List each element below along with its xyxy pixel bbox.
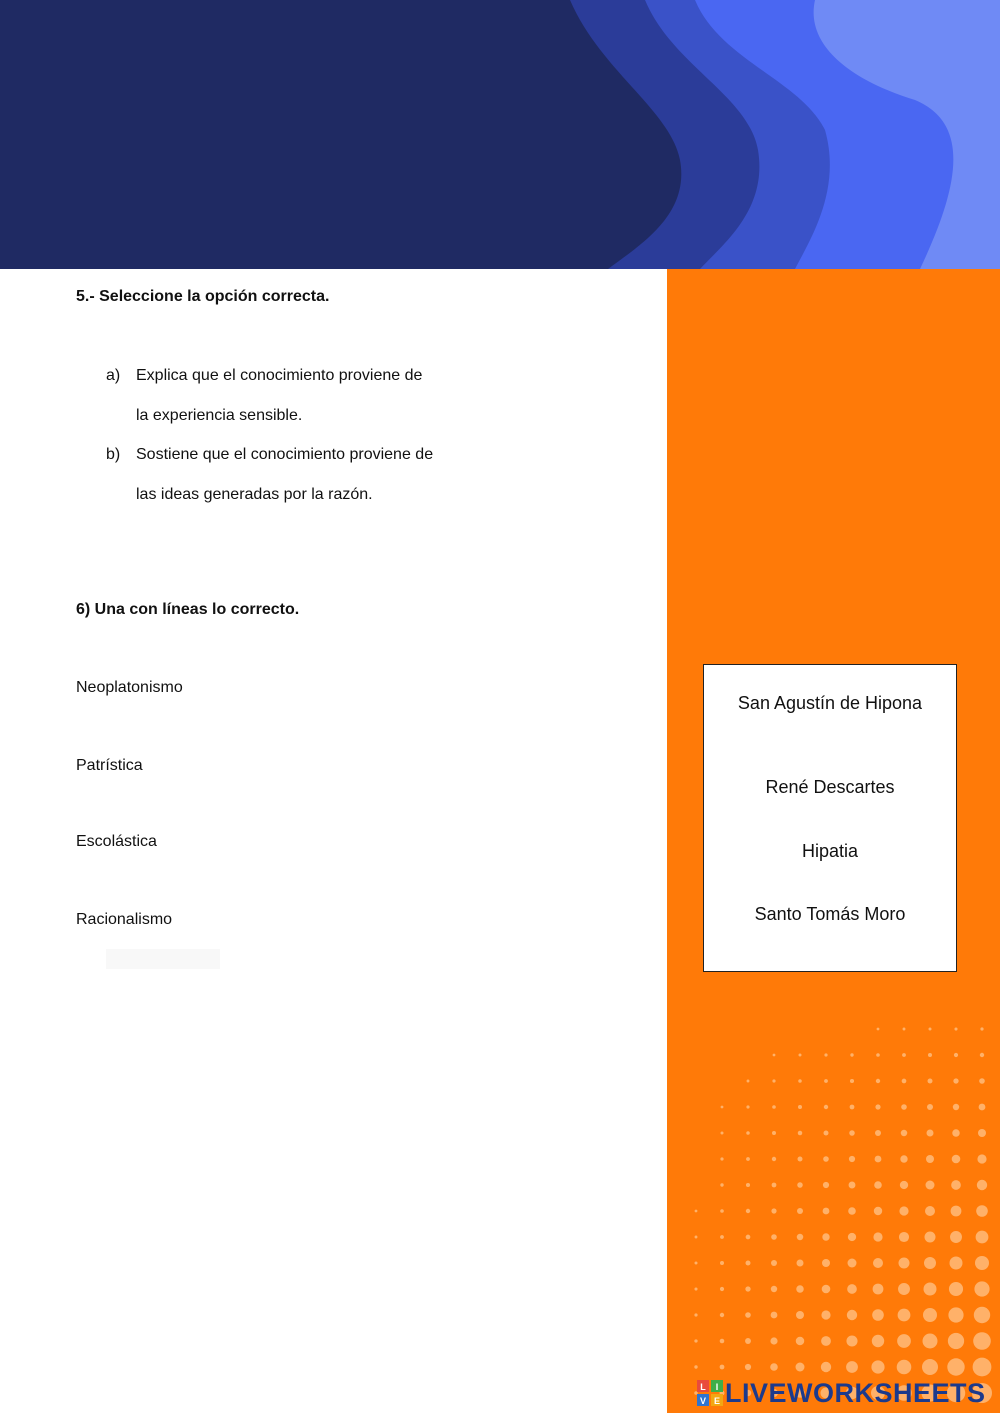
answer-blank-area (106, 949, 220, 969)
halftone-dot (823, 1208, 830, 1215)
halftone-dot (849, 1182, 856, 1189)
halftone-dot (824, 1105, 828, 1109)
halftone-dot (899, 1258, 910, 1269)
halftone-dot (874, 1181, 882, 1189)
halftone-dot (927, 1130, 934, 1137)
halftone-dot (798, 1131, 803, 1136)
option-b-text (136, 435, 496, 515)
halftone-dot (798, 1105, 802, 1109)
halftone-dot (922, 1359, 938, 1375)
halftone-dot (694, 1287, 697, 1290)
halftone-dot (928, 1079, 933, 1084)
question-6-title: 6) Una con líneas lo correcto. (76, 601, 300, 618)
halftone-dot (771, 1286, 777, 1292)
halftone-dot (923, 1334, 938, 1349)
halftone-dot (846, 1335, 857, 1346)
halftone-dot (979, 1078, 985, 1084)
halftone-dot (872, 1335, 884, 1347)
halftone-dot (902, 1053, 906, 1057)
halftone-dot (923, 1308, 937, 1322)
halftone-dot (695, 1262, 698, 1265)
question-5-title: 5.- Seleccione la opción correcta. (76, 288, 330, 305)
halftone-dot (973, 1332, 991, 1350)
halftone-dot (902, 1079, 907, 1084)
halftone-dot (822, 1259, 830, 1267)
halftone-dot (926, 1155, 934, 1163)
halftone-dot (746, 1183, 750, 1187)
halftone-dot (848, 1259, 857, 1268)
halftone-dot (929, 1028, 932, 1031)
halftone-dot (898, 1283, 910, 1295)
option-a-line-1: Explica que el conocimiento proviene de (136, 367, 423, 384)
halftone-dot (980, 1053, 984, 1057)
halftone-dot (846, 1361, 858, 1373)
halftone-dot (950, 1231, 962, 1243)
halftone-dot (876, 1079, 880, 1083)
halftone-dot (924, 1257, 936, 1269)
halftone-dot (720, 1183, 723, 1186)
match-term-patristica[interactable]: Patrística (76, 757, 143, 774)
halftone-dot (824, 1131, 829, 1136)
halftone-dot (950, 1257, 963, 1270)
halftone-dot (745, 1364, 751, 1370)
halftone-dot (746, 1157, 750, 1161)
halftone-dot (720, 1313, 724, 1317)
halftone-dot (746, 1105, 749, 1108)
halftone-dot (899, 1206, 908, 1215)
halftone-dot (772, 1105, 776, 1109)
halftone-dot (773, 1054, 776, 1057)
svg-text:V: V (699, 1396, 707, 1406)
halftone-dot (901, 1104, 907, 1110)
halftone-dot (848, 1233, 856, 1241)
halftone-dot (720, 1261, 724, 1265)
option-b-line-1: Sostiene que el conocimiento proviene de (136, 446, 434, 463)
halftone-dot (796, 1311, 804, 1319)
halftone-dot (824, 1053, 827, 1056)
halftone-dot (796, 1363, 805, 1372)
halftone-dot (798, 1079, 802, 1083)
halftone-dot (746, 1209, 750, 1213)
match-term-racionalismo[interactable]: Racionalismo (76, 911, 173, 928)
halftone-dot (746, 1261, 751, 1266)
halftone-dot (746, 1235, 751, 1240)
halftone-dot (772, 1131, 776, 1135)
halftone-dot (952, 1155, 961, 1164)
halftone-dot (796, 1337, 805, 1346)
halftone-dot (694, 1313, 697, 1316)
halftone-dot (797, 1208, 803, 1214)
halftone-dot (979, 1104, 986, 1111)
halftone-dot (720, 1209, 724, 1213)
halftone-dot (771, 1260, 777, 1266)
halftone-dot (876, 1053, 880, 1057)
halftone-dot (980, 1027, 983, 1030)
halftone-dot (720, 1287, 724, 1291)
halftone-dot (949, 1282, 963, 1296)
halftone-dot (873, 1284, 884, 1295)
halftone-dot (695, 1236, 698, 1239)
halftone-dot (900, 1155, 907, 1162)
match-term-escolastica[interactable]: Escolástica (76, 833, 157, 850)
halftone-dot (849, 1130, 855, 1136)
svg-text:L: L (700, 1382, 706, 1392)
halftone-dot (927, 1104, 933, 1110)
halftone-dot (951, 1206, 962, 1217)
halftone-dot (875, 1130, 881, 1136)
halftone-dot (951, 1180, 961, 1190)
match-name-santo-tomas-moro[interactable]: Santo Tomás Moro (754, 904, 906, 924)
halftone-dot (947, 1358, 964, 1375)
halftone-dot (797, 1234, 804, 1241)
svg-text:E: E (713, 1396, 721, 1406)
halftone-dot (821, 1336, 831, 1346)
halftone-dot (822, 1285, 831, 1294)
halftone-dot (796, 1285, 804, 1293)
liveworksheets-logo (697, 1377, 986, 1409)
halftone-dot (925, 1206, 935, 1216)
halftone-dot (978, 1129, 986, 1137)
halftone-dot (850, 1079, 854, 1083)
halftone-dot (877, 1028, 880, 1031)
halftone-dot (875, 1156, 882, 1163)
halftone-dot (771, 1312, 778, 1319)
halftone-dot (694, 1365, 697, 1368)
halftone-dot (720, 1365, 725, 1370)
liveworksheets-logo-icon (697, 1380, 723, 1406)
halftone-dot (720, 1235, 724, 1239)
halftone-dot (948, 1333, 964, 1349)
halftone-dot (871, 1360, 884, 1373)
halftone-dot (771, 1234, 777, 1240)
svg-text:I: I (715, 1382, 719, 1392)
halftone-dot (821, 1362, 831, 1372)
halftone-dot (977, 1154, 986, 1163)
halftone-dot (695, 1210, 698, 1213)
halftone-dot (899, 1232, 909, 1242)
halftone-dot (847, 1310, 857, 1320)
halftone-dot (948, 1307, 963, 1322)
halftone-dot (954, 1053, 958, 1057)
halftone-dot (848, 1207, 856, 1215)
option-b-line-2: las ideas generadas por la razón. (136, 486, 373, 503)
halftone-dot (875, 1104, 880, 1109)
option-a-letter: a) (106, 367, 121, 384)
halftone-dot (770, 1337, 777, 1344)
halftone-dot (897, 1360, 912, 1375)
halftone-dot (772, 1157, 776, 1161)
halftone-dot (975, 1256, 989, 1270)
halftone-dot (850, 1105, 855, 1110)
halftone-dot (873, 1232, 882, 1241)
halftone-dot (747, 1080, 750, 1083)
halftone-dot (952, 1129, 960, 1137)
halftone-dot (977, 1180, 987, 1190)
halftone-dot (772, 1183, 777, 1188)
option-a-text (136, 356, 496, 436)
halftone-dot (799, 1054, 802, 1057)
halftone-dot (823, 1182, 829, 1188)
halftone-dot (925, 1232, 936, 1243)
halftone-dot (721, 1132, 724, 1135)
halftone-dot (974, 1281, 989, 1296)
match-name-rene-descartes[interactable]: René Descartes (765, 777, 895, 797)
header-wave-banner (0, 0, 1000, 269)
match-name-hipatia[interactable]: Hipatia (801, 841, 859, 861)
halftone-dot (745, 1338, 751, 1344)
halftone-dot (822, 1233, 829, 1240)
halftone-dot (976, 1205, 988, 1217)
halftone-dot (924, 1283, 937, 1296)
halftone-dot (771, 1208, 776, 1213)
halftone-dot (847, 1284, 857, 1294)
halftone-dot (772, 1079, 775, 1082)
halftone-dot (720, 1339, 725, 1344)
liveworksheets-logo-text: LIVEWORKSHEETS (725, 1377, 986, 1408)
halftone-dot (953, 1104, 959, 1110)
halftone-dot (954, 1027, 957, 1030)
halftone-dot (873, 1258, 883, 1268)
halftone-dot (903, 1028, 906, 1031)
halftone-dot (745, 1286, 750, 1291)
halftone-dot (900, 1181, 908, 1189)
halftone-dot (976, 1231, 989, 1244)
match-name-san-agustin[interactable]: San Agustín de Hipona (737, 693, 923, 713)
halftone-dot (898, 1309, 911, 1322)
halftone-dot (720, 1157, 723, 1160)
halftone-dot (874, 1207, 882, 1215)
halftone-dot (746, 1131, 750, 1135)
halftone-dot (770, 1363, 778, 1371)
halftone-dot (953, 1078, 958, 1083)
halftone-dot (872, 1309, 884, 1321)
option-a-line-2: la experiencia sensible. (136, 407, 303, 424)
halftone-dot (745, 1312, 751, 1318)
halftone-dot (721, 1106, 724, 1109)
halftone-dot (797, 1182, 803, 1188)
halftone-dot (850, 1053, 853, 1056)
option-b-letter: b) (106, 446, 121, 463)
match-term-neoplatonismo[interactable]: Neoplatonismo (76, 679, 183, 696)
halftone-dot (849, 1156, 855, 1162)
halftone-dot (824, 1079, 828, 1083)
halftone-dot (821, 1310, 830, 1319)
halftone-dot (823, 1156, 829, 1162)
halftone-dot (901, 1130, 908, 1137)
halftone-dot (974, 1307, 990, 1323)
halftone-dot (897, 1334, 911, 1348)
halftone-dot (973, 1358, 992, 1377)
halftone-dot (928, 1053, 932, 1057)
halftone-dot (797, 1260, 804, 1267)
halftone-dot (694, 1339, 697, 1342)
halftone-dot (926, 1181, 935, 1190)
halftone-dot (798, 1157, 803, 1162)
match-names-box (703, 664, 957, 972)
